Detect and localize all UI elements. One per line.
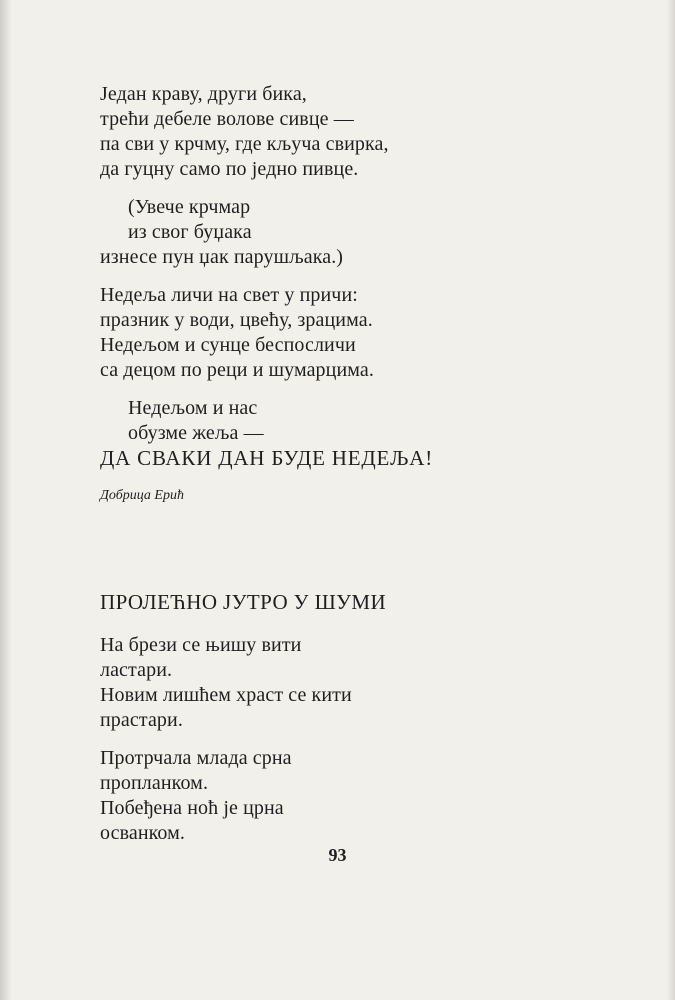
poem-line: прастари. bbox=[100, 709, 183, 731]
poem-line: ластари. bbox=[100, 659, 173, 681]
page-number: 93 bbox=[328, 845, 347, 865]
poem-line: из свог буџака bbox=[128, 221, 252, 243]
poem-line: празник у води, цвећу, зрацима. bbox=[100, 309, 373, 331]
poem-line: Један краву, други бика, bbox=[100, 83, 307, 105]
poem-line: осванком. bbox=[100, 822, 186, 844]
poem-line: На брези се њишу вити bbox=[100, 634, 302, 656]
poem-author: Добрица Ерић bbox=[100, 488, 184, 503]
poem-line: (Увече крчмар bbox=[128, 196, 251, 218]
poem-line: са децом по реци и шумарцима. bbox=[100, 359, 374, 381]
poem-line: пропланком. bbox=[100, 772, 209, 794]
poem-line: Побеђена ноћ је црна bbox=[100, 797, 284, 819]
poem-line: па сви у крчму, где кључа свирка, bbox=[100, 133, 389, 155]
poem-line-emphasis: ДА СВАКИ ДАН БУДЕ НЕДЕЉА! bbox=[100, 446, 434, 470]
poem-line: Недељом и нас bbox=[128, 397, 258, 419]
poem-line: да гуцну само по једно пивце. bbox=[100, 158, 359, 180]
poem-line: обузме жеља — bbox=[128, 422, 264, 444]
poem-line: трећи дебеле волове сивце — bbox=[100, 108, 354, 130]
poem-line: Протрчала млада срна bbox=[100, 747, 292, 769]
poem-line: Недеља личи на свет у причи: bbox=[100, 284, 358, 306]
poem-line: Новим лишћем храст се кити bbox=[100, 684, 352, 706]
poem-line: Недељом и сунце беспосличи bbox=[100, 334, 356, 356]
poem-line: изнесе пун џак парушљака.) bbox=[100, 246, 344, 268]
poem-title: ПРОЛЕЋНО ЈУТРО У ШУМИ bbox=[100, 590, 387, 614]
